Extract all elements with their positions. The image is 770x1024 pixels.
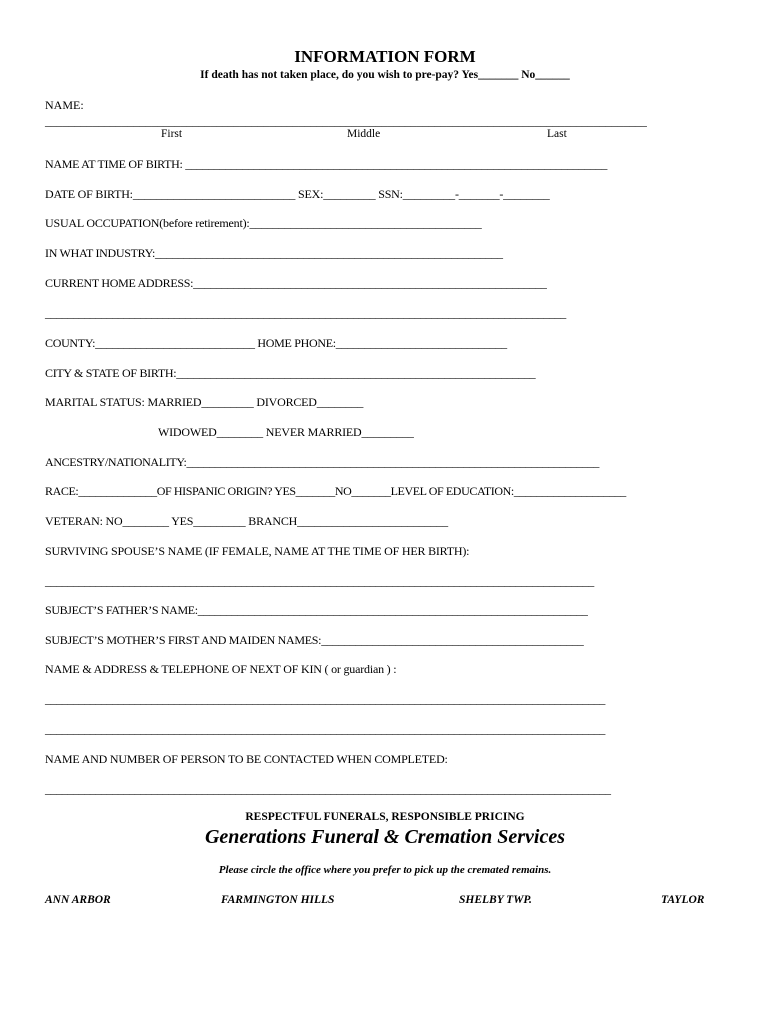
father-name-field[interactable]: SUBJECT’S FATHER’S NAME:_____________________________________________________________________ bbox=[45, 603, 588, 617]
dob-sex-ssn-field[interactable]: DATE OF BIRTH:____________________________ SEX:_________ SSN:_________-_______-________ bbox=[45, 187, 550, 201]
industry-field[interactable]: IN WHAT INDUSTRY:_____________________________________________________________ bbox=[45, 246, 503, 260]
company-name: Generations Funeral & Cremation Services bbox=[204, 826, 566, 848]
form-title: INFORMATION FORM bbox=[294, 47, 476, 66]
prepay-question: If death has not taken place, do you wish to pre-pay? Yes_______ No______ bbox=[200, 69, 570, 81]
contact-line[interactable]: _____________________________________________________________________________________________________ bbox=[45, 782, 611, 796]
birthplace-field[interactable]: CITY & STATE OF BIRTH:_______________________________________________________________ bbox=[45, 366, 536, 380]
occupation-field[interactable]: USUAL OCCUPATION(before retirement):________________________________________ bbox=[45, 216, 482, 230]
name-label: NAME: bbox=[45, 98, 84, 112]
spouse-label: SURVIVING SPOUSE’S NAME (IF FEMALE, NAME AT THE TIME OF HER BIRTH): bbox=[45, 544, 470, 558]
mother-name-field[interactable]: SUBJECT’S MOTHER’S FIRST AND MAIDEN NAMES:______________________________________________ bbox=[45, 633, 584, 647]
marital-status-field[interactable]: MARITAL STATUS: MARRIED_________ DIVORCED________ bbox=[45, 395, 364, 409]
marital-status-field-2[interactable]: WIDOWED________ NEVER MARRIED_________ bbox=[158, 425, 414, 439]
ancestry-field[interactable]: ANCESTRY/NATIONALITY:_________________________________________________________________________ bbox=[45, 455, 599, 469]
office-shelby-twp[interactable]: SHELBY TWP. bbox=[459, 894, 532, 906]
office-ann-arbor[interactable]: ANN ARBOR bbox=[45, 894, 111, 906]
home-address-field[interactable]: CURRENT HOME ADDRESS:______________________________________________________________ bbox=[45, 276, 547, 290]
middle-name-label: Middle bbox=[347, 128, 381, 140]
veteran-field[interactable]: VETERAN: NO________ YES_________ BRANCH__________________________ bbox=[45, 514, 448, 528]
office-farmington-hills[interactable]: FARMINGTON HILLS bbox=[221, 894, 335, 906]
name-at-birth-field[interactable]: NAME AT TIME OF BIRTH: __________________________________________________________________________ bbox=[45, 157, 608, 171]
next-of-kin-line-1[interactable]: ____________________________________________________________________________________________________ bbox=[45, 692, 606, 706]
last-name-label: Last bbox=[547, 128, 567, 140]
next-of-kin-line-2[interactable]: ____________________________________________________________________________________________________ bbox=[45, 722, 606, 736]
spouse-line[interactable]: __________________________________________________________________________________________________ bbox=[45, 574, 594, 588]
office-taylor[interactable]: TAYLOR bbox=[661, 894, 705, 906]
county-phone-field[interactable]: COUNTY:____________________________ HOME PHONE:______________________________ bbox=[45, 336, 507, 350]
first-name-label: First bbox=[161, 128, 183, 140]
address-line-2[interactable]: _____________________________________________________________________________________________ bbox=[45, 306, 566, 320]
pickup-instruction: Please circle the office where you prefer to pick up the cremated remains. bbox=[218, 864, 552, 876]
name-line[interactable]: ______________________________________________________________________________________________________ bbox=[45, 114, 647, 128]
race-education-field[interactable]: RACE:______________OF HISPANIC ORIGIN? YES_______NO_______LEVEL OF EDUCATION:____________________ bbox=[45, 484, 626, 498]
tagline: RESPECTFUL FUNERALS, RESPONSIBLE PRICING bbox=[245, 811, 525, 823]
contact-label: NAME AND NUMBER OF PERSON TO BE CONTACTED WHEN COMPLETED: bbox=[45, 752, 448, 766]
next-of-kin-label: NAME & ADDRESS & TELEPHONE OF NEXT OF KIN ( or guardian ) : bbox=[45, 662, 397, 676]
